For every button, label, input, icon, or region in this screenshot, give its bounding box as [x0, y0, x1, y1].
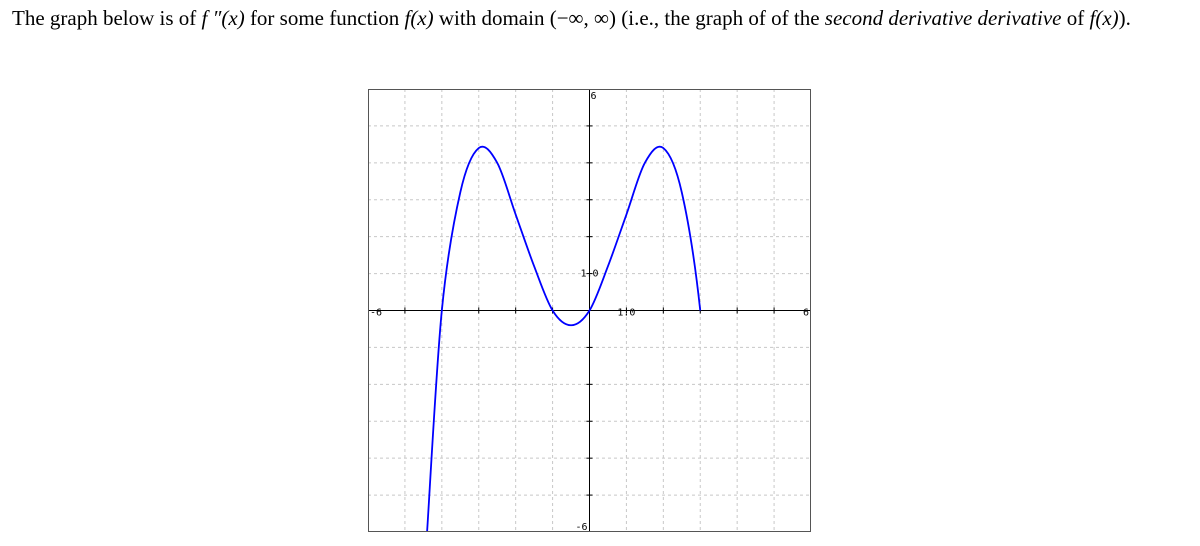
- question-text: [12, 4, 1192, 33]
- y-max-tick-label: 6: [590, 91, 597, 102]
- second-derivative-notation: f ″(x): [201, 6, 245, 30]
- question-part-3: with domain: [433, 6, 550, 30]
- question-part-2: for some function: [244, 6, 405, 30]
- second-derivative-graph: [368, 89, 811, 532]
- question-part-6: ).: [1118, 6, 1131, 30]
- domain-notation: (−∞, ∞): [549, 6, 616, 30]
- y-min-tick-label: -6: [575, 522, 588, 532]
- function-notation-2: f(x): [1089, 6, 1119, 30]
- question-part-4: (i.e., the graph of of the: [616, 6, 825, 30]
- x-max-tick-label: 6: [802, 307, 809, 319]
- x-one-tick-label: 1.0: [617, 307, 636, 319]
- emphasis-text: second derivative derivative: [824, 6, 1062, 30]
- question-part-1: The graph below is of: [12, 6, 202, 30]
- question-part-5: of: [1061, 6, 1090, 30]
- x-min-tick-label: -6: [370, 307, 383, 319]
- y-one-tick-label: 1.0: [580, 268, 599, 280]
- function-notation: f(x): [404, 6, 434, 30]
